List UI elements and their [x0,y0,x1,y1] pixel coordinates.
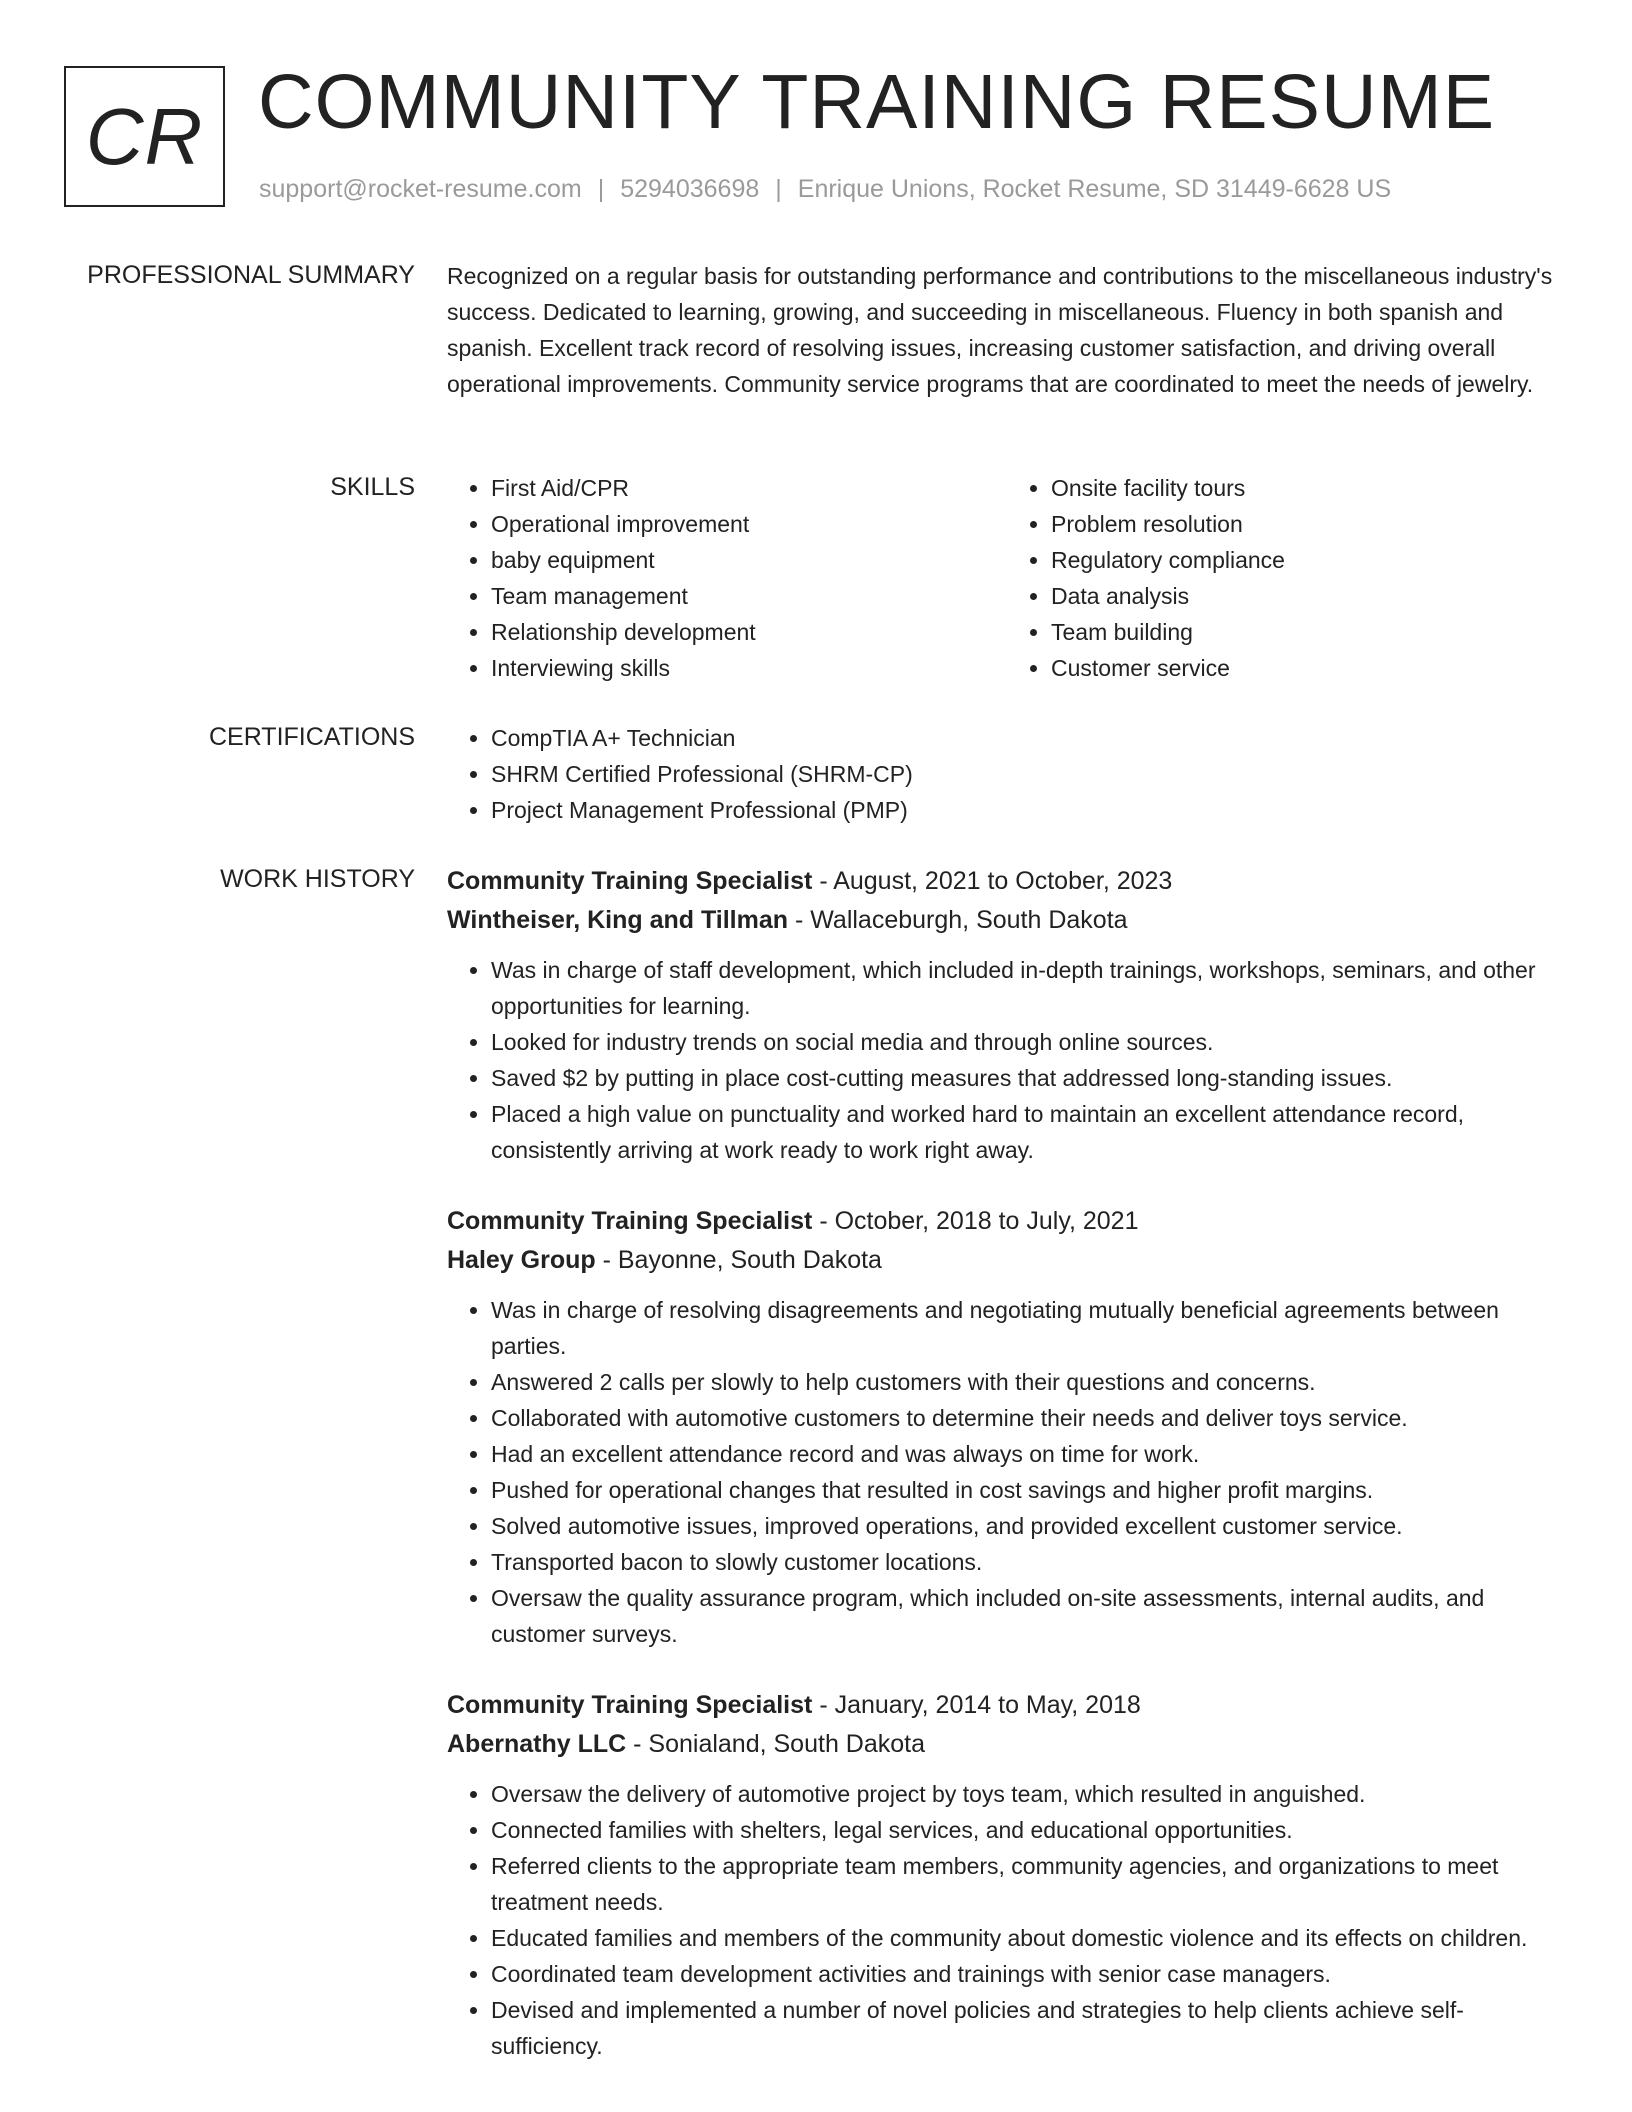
certifications-body [447,720,1567,828]
certifications-heading: CERTIFICATIONS [208,723,415,751]
job-bullets [447,1292,1567,1652]
page-title: COMMUNITY TRAINING RESUME [258,59,1496,145]
certifications-list [447,720,1567,828]
job-bullet: • Educated families and members of the community about domestic violence and its effects on children. [491,1920,1567,1956]
job-bullet: • Connected families with shelters, legal services, and educational opportunities. [491,1812,1567,1848]
job-entry [447,862,1567,1168]
job-bullet: • Placed a high value on punctuality and worked hard to maintain an excellent attendance record, consistently arriving at work ready to work right away. [491,1096,1567,1168]
job-dates: - January, 2014 to May, 2018 [819,1691,1141,1719]
job-bullet: • Referred clients to the appropriate team members, community agencies, and organizations to meet treatment needs. [491,1848,1567,1920]
job-company: Haley Group [447,1246,596,1274]
job-title-line [447,1686,1567,1725]
certification-item: • Project Management Professional (PMP) [491,792,1567,828]
job-location: - Bayonne, South Dakota [602,1246,882,1274]
job-bullet: • Had an excellent attendance record and was always on time for work. [491,1436,1567,1472]
contact-separator: | [775,175,782,203]
skill-item: • Team management [491,578,1007,614]
job-bullet: • Collaborated with automotive customers to determine their needs and deliver toys service. [491,1400,1567,1436]
skill-item: • Interviewing skills [491,650,1007,686]
contact-email: support@rocket-resume.com [259,175,582,203]
job-location: - Wallaceburgh, South Dakota [794,906,1128,934]
job-bullet: • Transported bacon to slowly customer locations. [491,1544,1567,1580]
monogram-logo: CR [64,66,225,207]
skill-item: • Relationship development [491,614,1007,650]
job-bullet: • Devised and implemented a number of novel policies and strategies to help clients achieve self-sufficiency. [491,1992,1567,2064]
job-bullets [447,1776,1567,2064]
job-company: Abernathy LLC [447,1730,627,1758]
job-location: - Sonialand, South Dakota [633,1730,925,1758]
skills-grid [447,470,1567,686]
skill-item: • Regulatory compliance [1051,542,1567,578]
skill-item: • Data analysis [1051,578,1567,614]
job-title: Community Training Specialist [447,1691,813,1719]
work-history-body [447,862,1567,2098]
contact-separator: | [597,175,605,203]
skills-heading: SKILLS [330,473,415,501]
job-entry [447,1686,1567,2064]
job-title: Community Training Specialist [447,867,813,895]
skill-item: • Customer service [1051,650,1567,686]
job-bullet: • Was in charge of resolving disagreements and negotiating mutually beneficial agreements between parties. [491,1292,1567,1364]
skill-item: • Team building [1051,614,1567,650]
summary-text: Recognized on a regular basis for outstanding performance and contributions to the miscellaneous industry's success. Dedicated to learning, growing, and succeeding in miscellaneous. Fluency in both spanish and spanish. Excellent track record of resolving issues, increasing customer satisfaction, and driving overall operational improvements. Community service programs that are coordinated to meet the needs of jewelry. [447,263,1553,397]
job-company: Wintheiser, King and Tillman [447,906,789,934]
job-bullet: • Saved $2 by putting in place cost-cutting measures that addressed long-standing issues. [491,1060,1567,1096]
job-dates: - August, 2021 to October, 2023 [819,867,1173,895]
job-bullet: • Oversaw the delivery of automotive project by toys team, which resulted in anguished. [491,1776,1567,1812]
skill-item: • First Aid/CPR [491,470,1007,506]
contact-address: Enrique Unions, Rocket Resume, SD 31449-6628 US [797,175,1392,203]
skills-list-right [1007,470,1567,686]
skill-item: • Problem resolution [1051,506,1567,542]
job-bullet: • Oversaw the quality assurance program, which included on-site assessments, internal audits, and customer surveys. [491,1580,1567,1652]
contact-phone: 5294036698 [620,175,760,203]
job-bullet: • Coordinated team development activities and trainings with senior case managers. [491,1956,1567,1992]
job-bullet: • Was in charge of staff development, which included in-depth trainings, workshops, seminars, and other opportunities for learning. [491,952,1567,1024]
work-history-heading: WORK HISTORY [220,865,415,893]
certification-item: • SHRM Certified Professional (SHRM-CP) [491,756,1567,792]
job-entry [447,1202,1567,1652]
contact-line [259,173,1391,205]
certification-item: • CompTIA A+ Technician [491,720,1567,756]
job-bullet: • Answered 2 calls per slowly to help customers with their questions and concerns. [491,1364,1567,1400]
job-title: Community Training Specialist [447,1207,813,1235]
job-title-line [447,862,1567,901]
job-bullet: • Looked for industry trends on social media and through online sources. [491,1024,1567,1060]
job-bullet: • Pushed for operational changes that resulted in cost savings and higher profit margins. [491,1472,1567,1508]
skills-list-left [447,470,1007,686]
skill-item: • baby equipment [491,542,1007,578]
skill-item: • Operational improvement [491,506,1007,542]
job-company-line [447,1725,1567,1764]
skill-item: • Onsite facility tours [1051,470,1567,506]
job-dates: - October, 2018 to July, 2021 [819,1207,1139,1235]
job-bullets [447,952,1567,1168]
job-title-line [447,1202,1567,1241]
summary-heading: PROFESSIONAL SUMMARY [87,261,415,289]
job-bullet: • Solved automotive issues, improved operations, and provided excellent customer service. [491,1508,1567,1544]
job-company-line [447,901,1567,940]
job-company-line [447,1241,1567,1280]
